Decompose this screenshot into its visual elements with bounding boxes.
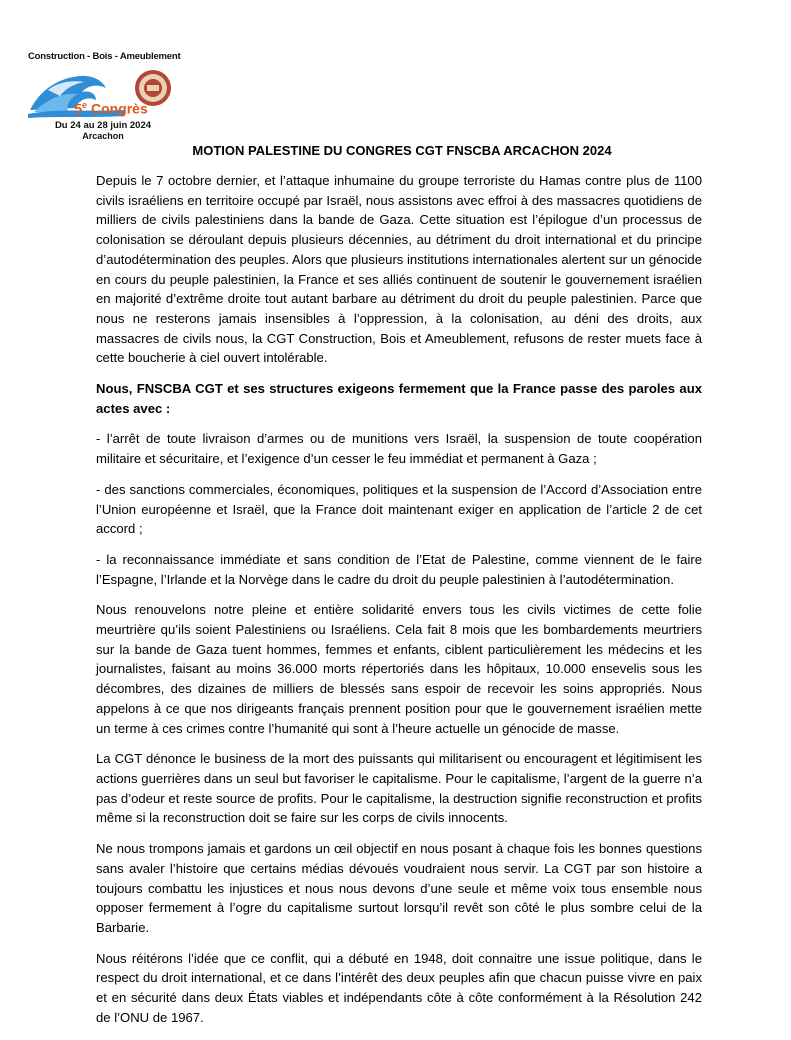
paragraph-9: Nous réitérons l’idée que ce conflit, qui a débuté en 1948, doit connaitre une issue politique, dans le respect du droit international, et ce dans l’intérêt des deux peuples afin que chacun puisse vivre en paix et en sécurité dans deux États viables et indépendants côte à côte conformément à la Résolution 242 de l’ONU de 1967. xyxy=(96,950,702,1025)
congress-suffix: e xyxy=(82,100,88,110)
document-title: MOTION PALESTINE DU CONGRES CGT FNSCBA ARCACHON 2024 xyxy=(192,143,612,158)
congress-logo xyxy=(28,48,181,148)
congress-city: Arcachon xyxy=(82,131,124,141)
congress-label xyxy=(56,100,166,117)
paragraph-4: - des sanctions commerciales, économiques, politiques et la suspension de l’Accord d’Association entre l’Union européenne et Israël, que la France doit maintenant exiger en application de l’article 2 de cet accord ; xyxy=(96,481,702,537)
congress-number: 5 xyxy=(74,100,83,117)
paragraph-8: Ne nous trompons jamais et gardons un œil objectif en nous posant à chaque fois les bonnes questions sans avaler l’histoire que certains médias dévoués voudraient nous servir. La CGT par son histoire a toujours combattu les injustices et nous nous devons d’une seule et même voix tous ensemble nous opposer fermement à l’ogre du capitalisme surtout lorsqu’il revêt son côté le plus sombre celui de la Barbarie. xyxy=(96,841,702,935)
paragraph-6: Nous renouvelons notre pleine et entière solidarité envers tous les civils victimes de cette folie meurtrière qu’ils soient Palestiniens ou Israéliens. Cela fait 8 mois que les bombardements meurtriers sur la bande de Gaza tuent hommes, femmes et enfants, ciblent particulièrement les médecins et les journalistes, faisant au moins 36.000 morts répertoriés dans les hôpitaux, 10.000 ensevelis sous les décombres, des dizaines de milliers de blessés sans espoir de recevoir les soins appropriés. Nous appelons à ce que nos dirigeants français prennent position pour que le gouvernement israélien mette un terme à ces crimes contre l’humanité qui sont à l’heure actuelle un génocide de masse. xyxy=(96,602,702,736)
logo-brand-text: Construction - Bois - Ameublement xyxy=(28,51,181,62)
paragraph-2: Nous, FNSCBA CGT et ses structures exigeons fermement que la France passe des paroles aux actes avec : xyxy=(96,381,702,416)
paragraph-3: - l’arrêt de toute livraison d’armes ou de munitions vers Israël, la suspension de toute coopération militaire et sécuritaire, et l’exigence d’un cesser le feu immédiat et permanent à Gaza ; xyxy=(96,431,702,467)
congress-dates: Du 24 au 28 juin 2024 xyxy=(54,120,152,131)
congress-word: Congrès xyxy=(90,100,148,117)
paragraph-7: La CGT dénonce le business de la mort des puissants qui militarisent ou encouragent et légitimisent les actions guerrières dans un seul but favoriser le capitalisme. Pour le capitalisme, l’argent de la guerre n’a pas d’odeur et reste source de profits. Pour le capitalisme, la destruction signifie reconstruction et profits même si la reconstruction doit se faire sur les corps de civils innocents. xyxy=(96,751,702,826)
document-body xyxy=(96,171,702,1038)
paragraph-1: Depuis le 7 octobre dernier, et l’attaque inhumaine du groupe terroriste du Hamas contre plus de 1100 civils israéliens en territoire occupé par Israël, nous assistons avec effroi à des massacres quotidiens de milliers de civils palestiniens dans la bande de Gaza. Cette situation est l’épilogue d’un processus de colonisation se déroulant depuis plusieurs décennies, au détriment du droit international et du principe d’autodétermination des peuples. Alors que plusieurs institutions internationales alertent sur un génocide en cours du peuple palestinien, la France et ses alliés continuent de soutenir le gouvernement israélien en majorité d’extrême droite tout autant barbare au détriment du droit du peuple palestinien. Parce que nous ne resterons jamais insensibles à l’oppression, à la colonisation, au déni des droits, aux massacres de civils nous, la CGT Construction, Bois et Ameublement, refusons de rester muets face à cette boucherie à ciel ouvert intolérable. xyxy=(96,173,702,366)
paragraph-5: - la reconnaissance immédiate et sans condition de l’Etat de Palestine, comme viennent de le faire l’Espagne, l’Irlande et la Norvège dans le cadre du droit du peuple palestinien à l’autodétermination. xyxy=(96,551,702,587)
